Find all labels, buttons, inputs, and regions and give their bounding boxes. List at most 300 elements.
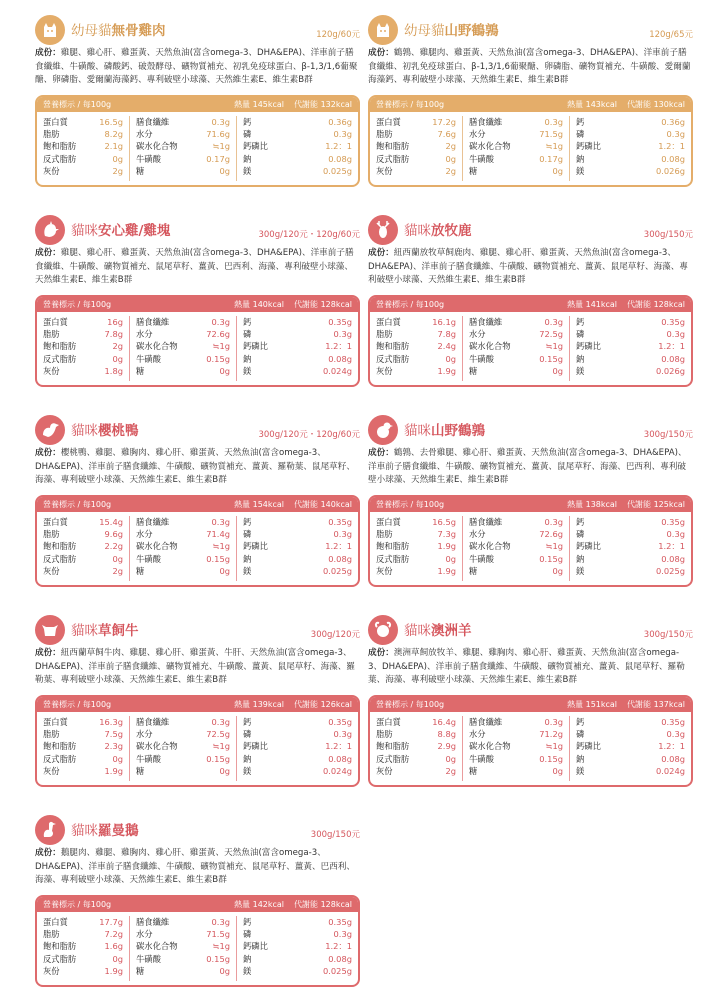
nutrient-value: 0.3g [211, 317, 230, 327]
nutrient-name: 糖 [469, 565, 478, 576]
nutrition-row [136, 953, 230, 965]
product-card [35, 815, 360, 987]
nutrient-value: 0.3g [544, 317, 563, 327]
nutrition-row [376, 365, 456, 377]
nutrient-value: ≒1g [545, 141, 563, 152]
nutrient-value: 0.024g [322, 765, 352, 776]
nutrition-row [243, 128, 352, 140]
nutrition-label: 營養標示 / 每100g [43, 300, 112, 309]
nutrient-value: 1.6g [104, 941, 123, 952]
nutrient-value: 0.17g [539, 153, 563, 164]
nutrient-value: 72.6g [206, 329, 230, 340]
nutrient-value: 71.6g [206, 129, 230, 140]
nutrient-value: 2g [112, 341, 123, 352]
nutrient-value: 1.2：1 [325, 941, 352, 952]
nutrient-value: 16.4g [432, 717, 456, 727]
nutrition-row [576, 340, 685, 352]
ingredients [368, 447, 693, 489]
nutrition-row [43, 565, 123, 577]
product-prefix: 貓咪 [71, 223, 98, 239]
product-name: 櫻桃鴨 [98, 423, 139, 439]
nutrient-name: 飽和脂肪 [376, 541, 410, 552]
product-name: 山野鶴鶉 [431, 423, 485, 439]
nutrition-column [37, 116, 129, 181]
nutrition-row [243, 316, 352, 328]
nutrient-name: 鈣 [576, 517, 585, 527]
nutrition-column [236, 316, 358, 381]
nutrient-name: 牛磺酸 [136, 553, 161, 564]
nutrient-name: 膳食纖維 [136, 717, 170, 727]
product-name: 放牧鹿 [431, 223, 472, 239]
nutrition-column [129, 916, 236, 981]
nutrition-row [469, 353, 563, 365]
nutrition-row [43, 365, 123, 377]
ingredients-label: 成份： [368, 248, 394, 258]
nutrient-name: 灰份 [43, 565, 60, 576]
nutrition-header [37, 297, 358, 312]
nutrient-name: 牛磺酸 [136, 353, 161, 364]
nutrient-value: 0.35g [661, 317, 685, 327]
nutrient-value: 0.15g [206, 753, 230, 764]
nutrient-value: 0g [219, 365, 230, 376]
nutrient-name: 反式脂肪 [43, 153, 77, 164]
nutrition-row [243, 540, 352, 552]
nutrient-name: 鈣 [576, 117, 585, 127]
nutrition-row [43, 953, 123, 965]
nutrient-value: 0.08g [328, 353, 352, 364]
nutrition-row [136, 765, 230, 777]
nutrient-value: 0.3g [544, 717, 563, 727]
metabolizable-energy: 代謝能 125kcal [627, 500, 685, 509]
nutrient-value: 16g [107, 317, 123, 327]
nutrient-name: 反式脂肪 [376, 553, 410, 564]
nutrient-name: 牛磺酸 [136, 153, 161, 164]
nutrient-name: 飽和脂肪 [43, 341, 77, 352]
nutrition-row [136, 353, 230, 365]
nutrient-name: 脂肪 [376, 529, 393, 540]
nutrition-column [569, 516, 691, 581]
nutrient-name: 碳水化合物 [469, 141, 511, 152]
nutrition-label: 營養標示 / 每100g [376, 100, 445, 109]
nutrient-name: 蛋白質 [43, 317, 68, 327]
nutrient-name: 糖 [136, 765, 145, 776]
nutrient-value: 1.9g [104, 765, 123, 776]
nutrient-name: 脂肪 [43, 929, 60, 940]
nutrient-value: 0.08g [328, 753, 352, 764]
product-price: 300g/150元 [643, 230, 693, 240]
nutrient-name: 鎂 [576, 365, 585, 376]
nutrient-value: 8.2g [104, 129, 123, 140]
nutrient-name: 鈣磷比 [576, 541, 601, 552]
nutrient-name: 膳食纖維 [136, 517, 170, 527]
nutrient-name: 飽和脂肪 [376, 141, 410, 152]
nutrition-row [43, 553, 123, 565]
nutrient-name: 水分 [469, 129, 486, 140]
metabolizable-energy: 代謝能 137kcal [627, 700, 685, 709]
nutrition-row [576, 165, 685, 177]
nutrient-name: 飽和脂肪 [376, 741, 410, 752]
product-prefix: 幼母貓 [71, 23, 112, 39]
nutrient-value: 0.024g [655, 765, 685, 776]
nutrient-name: 鈉 [576, 153, 585, 164]
nutrition-column [569, 716, 691, 781]
nutrient-value: ≒1g [212, 541, 230, 552]
nutrition-row [243, 965, 352, 977]
nutrition-row [43, 116, 123, 128]
nutrition-table [35, 695, 360, 787]
nutrient-value: 7.3g [437, 529, 456, 540]
nutrient-name: 牛磺酸 [136, 753, 161, 764]
nutrient-name: 磷 [243, 729, 252, 740]
nutrient-value: 0g [552, 565, 563, 576]
nutrition-row [576, 753, 685, 765]
nutrient-value: 0g [445, 553, 456, 564]
nutrition-row [576, 540, 685, 552]
nutrient-name: 灰份 [43, 765, 60, 776]
product-title [71, 19, 166, 39]
nutrition-row [243, 516, 352, 528]
nutrition-grid [370, 516, 691, 581]
nutrient-value: 0.025g [322, 165, 352, 176]
product-card [368, 15, 693, 187]
nutrient-name: 鈣磷比 [576, 341, 601, 352]
nutrition-row [243, 528, 352, 540]
nutrient-value: 7.2g [104, 929, 123, 940]
nutrition-label: 營養標示 / 每100g [43, 500, 112, 509]
nutrient-value: 0.3g [544, 517, 563, 527]
nutrition-header [37, 97, 358, 112]
nutrition-row [136, 116, 230, 128]
nutrient-name: 鈉 [243, 553, 252, 564]
nutrient-name: 飽和脂肪 [43, 141, 77, 152]
ingredients-label: 成份： [35, 848, 61, 858]
nutrition-row [243, 953, 352, 965]
nutrient-name: 反式脂肪 [376, 353, 410, 364]
nutrition-row [576, 153, 685, 165]
nutrition-row [376, 553, 456, 565]
ingredients [35, 447, 360, 489]
nutrition-row [576, 365, 685, 377]
nutrition-row [376, 516, 456, 528]
nutrient-name: 磷 [576, 329, 585, 340]
nutrition-row [243, 116, 352, 128]
sheep-icon [368, 615, 398, 645]
card-header [35, 815, 360, 845]
nutrition-row [243, 740, 352, 752]
nutrient-name: 飽和脂肪 [43, 941, 77, 952]
nutrition-column [236, 116, 358, 181]
nutrient-name: 脂肪 [43, 529, 60, 540]
nutrient-value: ≒1g [545, 541, 563, 552]
nutrition-row [43, 128, 123, 140]
product-title [71, 819, 139, 839]
nutrition-row [376, 128, 456, 140]
nutrient-value: 2g [112, 165, 123, 176]
nutrition-grid [37, 116, 358, 181]
nutrient-value: 16.1g [432, 317, 456, 327]
ingredients-label: 成份： [35, 48, 61, 58]
product-name: 草飼牛 [98, 623, 139, 639]
ingredients [368, 247, 693, 289]
nutrient-value: 1.2：1 [658, 141, 685, 152]
nutrition-row [576, 128, 685, 140]
nutrient-name: 膳食纖維 [469, 317, 503, 327]
nutrient-value: 7.8g [437, 329, 456, 340]
nutrient-value: 0.15g [206, 353, 230, 364]
nutrition-row [576, 328, 685, 340]
nutrition-column [569, 116, 691, 181]
nutrient-name: 脂肪 [43, 329, 60, 340]
nutrition-row [136, 916, 230, 928]
product-prefix: 貓咪 [404, 423, 431, 439]
product-price: 300g/150元 [643, 630, 693, 640]
product-card [368, 615, 693, 787]
nutrient-value: 0g [112, 953, 123, 964]
nutrient-value: 2.9g [437, 741, 456, 752]
nutrient-name: 糖 [136, 565, 145, 576]
nutrient-name: 碳水化合物 [469, 741, 511, 752]
nutrition-row [243, 165, 352, 177]
nutrient-name: 鈣 [243, 117, 252, 127]
nutrient-value: 72.6g [539, 529, 563, 540]
nutrient-name: 鎂 [243, 565, 252, 576]
nutrient-name: 鈣磷比 [243, 741, 268, 752]
nutrient-value: 0.3g [666, 129, 685, 140]
nutrition-row [576, 116, 685, 128]
nutrition-column [37, 716, 129, 781]
nutrition-label: 營養標示 / 每100g [43, 700, 112, 709]
nutrient-name: 鎂 [576, 565, 585, 576]
card-header [368, 215, 693, 245]
nutrition-row [43, 353, 123, 365]
nutrient-value: 0.026g [655, 365, 685, 376]
nutrient-value: 16.5g [99, 117, 123, 127]
nutrient-name: 鎂 [576, 165, 585, 176]
product-card [35, 415, 360, 587]
nutrient-name: 碳水化合物 [469, 341, 511, 352]
quail-icon [368, 415, 398, 445]
nutrient-value: 15.4g [99, 517, 123, 527]
product-title [404, 619, 472, 639]
nutrient-name: 灰份 [376, 365, 393, 376]
nutrient-name: 蛋白質 [376, 117, 401, 127]
nutrient-value: 0g [445, 153, 456, 164]
nutrient-value: 2.4g [437, 341, 456, 352]
nutrition-row [243, 753, 352, 765]
nutrient-name: 磷 [243, 329, 252, 340]
nutrient-value: 1.2：1 [325, 341, 352, 352]
nutrient-name: 蛋白質 [43, 517, 68, 527]
nutrition-column [37, 516, 129, 581]
nutrition-column [129, 516, 236, 581]
nutrition-row [43, 540, 123, 552]
nutrient-value: 2.3g [104, 741, 123, 752]
nutrient-value: 17.2g [432, 117, 456, 127]
nutrition-row [43, 940, 123, 952]
nutrient-name: 水分 [136, 129, 153, 140]
nutrient-value: 16.5g [432, 517, 456, 527]
nutrition-row [243, 928, 352, 940]
nutrient-value: ≒1g [212, 141, 230, 152]
nutrition-column [37, 916, 129, 981]
nutrient-value: 0.08g [328, 153, 352, 164]
nutrition-row [469, 165, 563, 177]
nutrition-row [469, 340, 563, 352]
nutrient-value: 7.8g [104, 329, 123, 340]
nutrient-name: 鈣磷比 [243, 141, 268, 152]
nutrient-name: 牛磺酸 [469, 353, 494, 364]
product-name: 羅曼鵝 [98, 823, 139, 839]
kitten-icon [368, 15, 398, 45]
nutrition-column [236, 716, 358, 781]
nutrition-header [37, 497, 358, 512]
nutrient-name: 糖 [469, 365, 478, 376]
nutrition-row [136, 740, 230, 752]
nutrient-name: 蛋白質 [376, 717, 401, 727]
nutrition-row [576, 316, 685, 328]
nutrient-name: 磷 [243, 129, 252, 140]
nutrition-row [376, 565, 456, 577]
nutrient-value: 0g [112, 753, 123, 764]
nutrient-name: 蛋白質 [43, 917, 68, 927]
nutrition-row [43, 165, 123, 177]
nutrient-value: 0.08g [661, 353, 685, 364]
nutrient-value: ≒1g [212, 941, 230, 952]
nutrition-row [243, 553, 352, 565]
nutrition-row [376, 728, 456, 740]
nutrient-name: 牛磺酸 [469, 753, 494, 764]
nutrition-column [370, 716, 462, 781]
nutrient-value: 8.8g [437, 729, 456, 740]
nutrient-value: 0.3g [333, 529, 352, 540]
nutrient-name: 水分 [136, 329, 153, 340]
nutrition-row [376, 353, 456, 365]
nutrient-name: 脂肪 [43, 729, 60, 740]
nutrition-row [376, 340, 456, 352]
nutrition-column [462, 116, 569, 181]
calories: 熱量 139kcal [234, 700, 285, 709]
nutrient-name: 膳食纖維 [469, 517, 503, 527]
nutrient-value: 0.36g [661, 117, 685, 127]
nutrient-name: 水分 [469, 529, 486, 540]
nutrition-row [243, 153, 352, 165]
nutrient-value: ≒1g [212, 341, 230, 352]
nutrition-row [43, 528, 123, 540]
ingredients [35, 47, 360, 89]
nutrient-name: 鈉 [243, 753, 252, 764]
nutrient-value: 0.35g [661, 717, 685, 727]
nutrient-name: 鈣磷比 [243, 541, 268, 552]
ingredients-label: 成份： [35, 248, 61, 258]
nutrition-row [576, 728, 685, 740]
ingredients-text: 櫻桃鴨、雞腿、雞胸肉、雞心肝、雞蛋黃、天然魚油(富含omega-3、DHA&EPA)、洋車前子膳食纖維、牛磺酸、礦物質補充、薑黃、羅勒葉、鼠尾草籽、海藻、專利破壁小球藻、天然維生素E、維生素B群 [35, 448, 355, 485]
nutrition-grid [37, 716, 358, 781]
product-title [404, 19, 499, 39]
ingredients-text: 鶴鶉、雞腿肉、雞蛋黃、天然魚油(富含omega-3、DHA&EPA)、洋車前子膳食纖維、初乳免疫球蛋白、β-1,3/1,6葡聚醣、卵磷脂、礦物質補充、牛磺酸、愛爾蘭海藻鈣、專利破壁小球藻、天然維生素E、維生素B群 [368, 48, 691, 85]
nutrient-name: 鈉 [576, 353, 585, 364]
nutrition-row [576, 553, 685, 565]
nutrient-name: 糖 [469, 165, 478, 176]
nutrient-value: 0.15g [206, 553, 230, 564]
product-name: 無骨雞肉 [111, 23, 166, 39]
nutrition-row [376, 753, 456, 765]
nutrient-name: 鈉 [243, 353, 252, 364]
nutrition-row [43, 928, 123, 940]
nutrition-row [376, 765, 456, 777]
nutrient-value: 0g [552, 165, 563, 176]
product-title [71, 219, 170, 239]
nutrient-value: 0.08g [328, 553, 352, 564]
nutrient-name: 糖 [136, 365, 145, 376]
ingredients [368, 47, 693, 89]
nutrient-value: 0.3g [211, 917, 230, 927]
nutrition-row [243, 916, 352, 928]
nutrient-name: 鎂 [243, 765, 252, 776]
nutrient-name: 膳食纖維 [469, 117, 503, 127]
ingredients-label: 成份： [368, 648, 394, 658]
nutrient-value: 2.1g [104, 141, 123, 152]
nutrition-row [43, 765, 123, 777]
nutrient-value: 0g [112, 153, 123, 164]
nutrition-header [370, 297, 691, 312]
product-prefix: 幼母貓 [404, 23, 445, 39]
nutrient-name: 碳水化合物 [136, 541, 178, 552]
nutrition-row [469, 365, 563, 377]
nutrition-row [576, 765, 685, 777]
nutrient-value: 16.3g [99, 717, 123, 727]
nutrient-value: 1.2：1 [325, 741, 352, 752]
nutrition-label: 營養標示 / 每100g [376, 300, 445, 309]
nutrition-header [370, 697, 691, 712]
ingredients-text: 紐西蘭放牧草飼鹿肉、雞腿、雞心肝、雞蛋黃、天然魚油(富含omega-3、DHA&EPA)、洋車前子膳食纖維、牛磺酸、礦物質補充、薑黃、鼠尾草籽、海藻、專利破壁小球藻、天然維生素E、維生素B群 [368, 248, 688, 285]
nutrition-row [43, 340, 123, 352]
nutrition-row [243, 340, 352, 352]
nutrition-row [136, 128, 230, 140]
deer-icon [368, 215, 398, 245]
metabolizable-energy: 代謝能 132kcal [294, 100, 352, 109]
product-prefix: 貓咪 [404, 623, 431, 639]
nutrient-name: 鈣 [243, 717, 252, 727]
nutrition-label: 營養標示 / 每100g [376, 500, 445, 509]
nutrition-row [136, 153, 230, 165]
nutrition-row [136, 365, 230, 377]
nutrition-label: 營養標示 / 每100g [43, 100, 112, 109]
nutrition-row [43, 140, 123, 152]
card-header [35, 615, 360, 645]
nutrient-name: 脂肪 [376, 129, 393, 140]
nutrient-value: 0.3g [666, 729, 685, 740]
nutrient-name: 磷 [243, 929, 252, 940]
nutrient-value: 0.35g [661, 517, 685, 527]
nutrient-value: 0.025g [322, 965, 352, 976]
nutrition-header [37, 697, 358, 712]
nutrient-value: 72.5g [206, 729, 230, 740]
nutrition-grid [37, 916, 358, 981]
nutrition-row [243, 716, 352, 728]
nutrition-row [243, 365, 352, 377]
nutrition-row [136, 528, 230, 540]
nutrient-name: 膳食纖維 [136, 317, 170, 327]
nutrient-name: 反式脂肪 [43, 953, 77, 964]
nutrient-name: 水分 [136, 929, 153, 940]
card-header [368, 415, 693, 445]
nutrient-value: 2g [445, 141, 456, 152]
nutrition-column [569, 316, 691, 381]
nutrient-value: 0.025g [322, 565, 352, 576]
nutrition-row [376, 716, 456, 728]
nutrient-name: 鈣 [576, 717, 585, 727]
nutrition-row [136, 316, 230, 328]
